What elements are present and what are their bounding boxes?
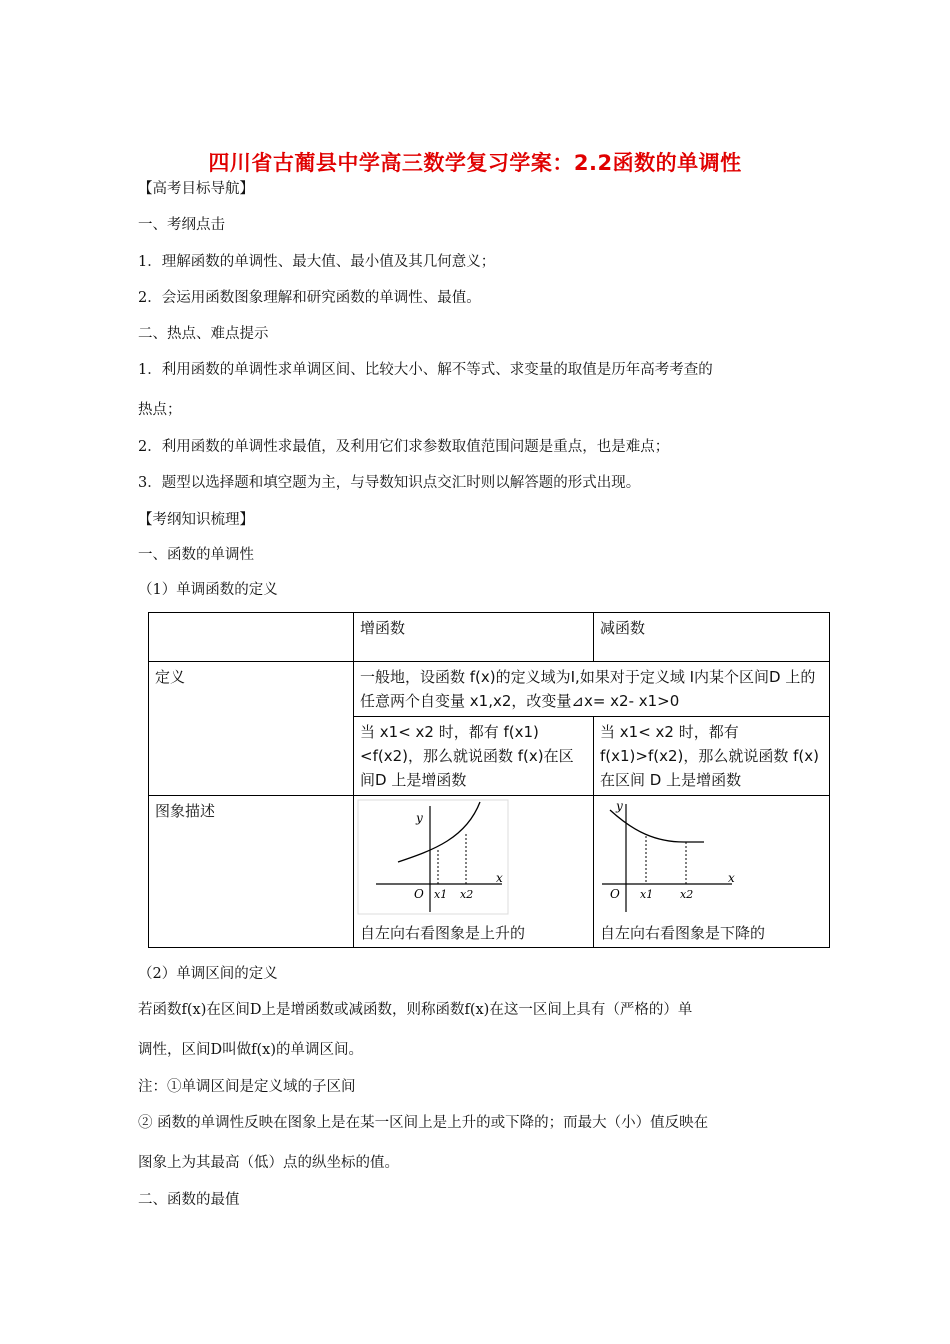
- x2-label: x2: [680, 888, 694, 901]
- hotspot-item-2: 2．利用函数的单调性求最值，及利用它们求参数取值范围问题是重点，也是难点；: [138, 439, 670, 455]
- definition-common-cell: 一般地，设函数 f(x)的定义域为I,如果对于定义域 I内某个区间D 上的任意两个自变量 x1,x2，改变量⊿x= x2- x1>0: [354, 662, 830, 717]
- row-label-graph: 图象描述: [149, 796, 354, 948]
- x2-label: x2: [460, 888, 474, 901]
- decreasing-function-graph: [594, 798, 830, 918]
- hotspot-item-3: 3．题型以选择题和填空题为主，与导数知识点交汇时则以解答题的形式出现。: [138, 475, 641, 491]
- interval-paragraph-line-2: 调性，区间D叫做f(x)的单调区间。: [138, 1042, 363, 1058]
- table-corner-cell: [149, 613, 354, 662]
- interval-paragraph-line-1: 若函数f(x)在区间D上是增函数或减函数，则称函数f(x)在这一区间上具有（严格的）单: [138, 1002, 693, 1018]
- outline-item-1: 1．理解函数的单调性、最大值、最小值及其几何意义；: [138, 254, 496, 270]
- x-axis-label: x: [728, 871, 735, 885]
- x1-label: x1: [640, 888, 654, 901]
- subheading-hotspots: 二、热点、难点提示: [138, 326, 269, 342]
- header-decreasing: 减函数: [594, 613, 830, 662]
- decreasing-definition-cell: 当 x1< x2 时，都有 f(x1)>f(x2)，那么就说函数 f(x)在区间 D 上是增函数: [594, 717, 830, 796]
- section-heading-knowledge: 【考纲知识梳理】: [138, 512, 254, 528]
- monotonic-definition-table: [148, 612, 830, 948]
- hotspot-item-1-cont: 热点；: [138, 402, 182, 418]
- row-label-definition: 定义: [149, 662, 354, 796]
- subheading-definition: （1）单调函数的定义: [138, 582, 278, 598]
- increasing-graph-cell: [354, 796, 594, 948]
- decreasing-graph-cell: [594, 796, 830, 948]
- note-1: 注：①单调区间是定义域的子区间: [138, 1079, 356, 1095]
- origin-label: O: [414, 887, 424, 901]
- subheading-monotonicity: 一、函数的单调性: [138, 547, 254, 563]
- section-heading-goals: 【高考目标导航】: [138, 181, 254, 197]
- x-axis-label: x: [496, 871, 503, 885]
- note-2-line-2: 图象上为其最高（低）点的纵坐标的值。: [138, 1155, 399, 1171]
- decreasing-curve: [610, 810, 704, 842]
- increasing-curve: [398, 802, 480, 862]
- increasing-definition-cell: 当 x1< x2 时，都有 f(x1)<f(x2)，那么就说函数 f(x)在区间D 上是增函数: [354, 717, 594, 796]
- increasing-caption: 自左向右看图象是上升的: [360, 924, 526, 942]
- subheading-extrema: 二、函数的最值: [138, 1192, 240, 1208]
- outline-item-2: 2．会运用函数图象理解和研究函数的单调性、最值。: [138, 290, 481, 306]
- subheading-outline: 一、考纲点击: [138, 217, 225, 233]
- x1-label: x1: [434, 888, 448, 901]
- y-axis-label: y: [416, 811, 423, 825]
- hotspot-item-1: 1．利用函数的单调性求单调区间、比较大小、解不等式、求变量的取值是历年高考考查的: [138, 362, 713, 378]
- origin-label: O: [610, 887, 620, 901]
- y-axis-label: y: [616, 799, 623, 813]
- note-2-line-1: ② 函数的单调性反映在图象上是在某一区间上是上升的或下降的；而最大（小）值反映在: [138, 1115, 709, 1131]
- graph-frame: [358, 800, 508, 914]
- page-title: 四川省古蔺县中学高三数学复习学案：2.2函数的单调性: [208, 151, 742, 175]
- increasing-function-graph: [354, 798, 592, 918]
- header-increasing: 增函数: [354, 613, 594, 662]
- subheading-interval-definition: （2）单调区间的定义: [138, 966, 278, 982]
- decreasing-caption: 自左向右看图象是下降的: [600, 924, 766, 942]
